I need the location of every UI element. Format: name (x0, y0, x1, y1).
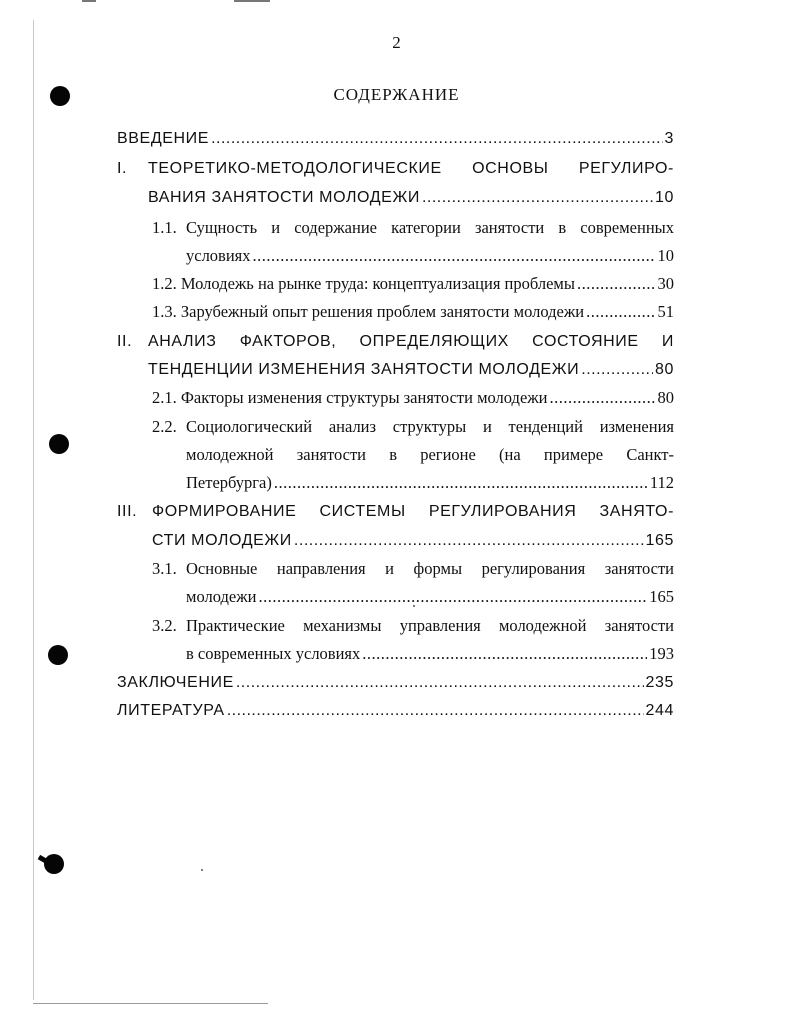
toc-entry-label: ЛИТЕРАТУРА (117, 702, 225, 719)
scan-top-mark (82, 0, 96, 2)
toc-page-number: 10 (655, 189, 674, 206)
scan-top-mark (234, 0, 270, 2)
scan-speck (201, 869, 203, 871)
dot-leader (227, 700, 644, 722)
page-number: 2 (392, 33, 401, 52)
toc-section-2-1[interactable] (152, 387, 674, 409)
toc-entry-label: молодежи (186, 587, 257, 606)
toc-page-number: 165 (645, 532, 674, 549)
toc-entry-label: СТИ МОЛОДЕЖИ (152, 532, 292, 549)
toc-chapter-2-line-2[interactable] (148, 359, 674, 381)
toc-section-3-1-line-2[interactable] (186, 586, 674, 608)
toc-section-1-2[interactable] (152, 273, 674, 295)
toc-chapter-3-line-2[interactable] (152, 530, 674, 552)
toc-section-3-2-line-1[interactable]: Практические механизмы управления молодежной занятости (186, 616, 674, 635)
toc-entry-label: в современных условиях (186, 644, 361, 663)
dot-leader (294, 530, 644, 552)
toc-chapter-2-line-1[interactable]: АНАЛИЗ ФАКТОРОВ, ОПРЕДЕЛЯЮЩИХ СОСТОЯНИЕ И (148, 333, 674, 350)
toc-section-2-2-line-3[interactable] (186, 472, 674, 494)
toc-entry-label: условиях (186, 246, 251, 265)
toc-chapter-3-line-1[interactable]: ФОРМИРОВАНИЕ СИСТЕМЫ РЕГУЛИРОВАНИЯ ЗАНЯТО- (152, 503, 674, 520)
toc-chapter-1-line-1[interactable]: ТЕОРЕТИКО-МЕТОДОЛОГИЧЕСКИЕ ОСНОВЫ РЕГУЛИРО- (148, 160, 674, 177)
dot-leader (550, 387, 656, 409)
toc-section-number: 3.2. (152, 616, 177, 635)
toc-section-3-2-line-2[interactable] (186, 643, 674, 665)
dot-leader (236, 672, 644, 694)
toc-page-number: 235 (645, 674, 674, 691)
toc-page-number: 165 (649, 587, 674, 606)
page-title: СОДЕРЖАНИЕ (333, 85, 460, 104)
toc-entry-conclusion[interactable] (117, 672, 674, 694)
toc-section-number: 2.2. (152, 417, 177, 436)
dot-leader (274, 472, 648, 494)
punch-hole (49, 434, 69, 454)
toc-entry-label: ЗАКЛЮЧЕНИЕ (117, 674, 234, 691)
toc-section-1-1-line-2[interactable] (186, 245, 674, 267)
toc-page-number: 112 (649, 473, 674, 492)
dot-leader (258, 586, 647, 608)
toc-section-1-1-line-1[interactable]: Сущность и содержание категории занятости в современных (186, 218, 674, 237)
toc-entry-label: 1.2. Молодежь на рынке труда: концептуализация проблемы (152, 274, 575, 293)
scan-edge-bottom (33, 1003, 268, 1004)
dot-leader (586, 301, 655, 323)
punch-hole (48, 645, 68, 665)
toc-page-number: 30 (657, 274, 674, 293)
toc-chapter-number: III. (117, 503, 138, 520)
toc-chapter-number: II. (117, 333, 133, 350)
toc-section-1-3[interactable] (152, 301, 674, 323)
toc-entry-label: 1.3. Зарубежный опыт решения проблем занятости молодежи (152, 302, 585, 321)
toc-entry-label: Петербурга) (186, 473, 272, 492)
toc-chapter-number: I. (117, 160, 128, 177)
dot-leader (211, 128, 662, 150)
dot-leader (422, 187, 653, 209)
toc-entry-label: ВАНИЯ ЗАНЯТОСТИ МОЛОДЕЖИ (148, 189, 420, 206)
toc-page-number: 80 (657, 388, 674, 407)
toc-section-number: 1.1. (152, 218, 177, 237)
toc-page-number: 244 (645, 702, 674, 719)
toc-page-number: 10 (657, 246, 674, 265)
toc-entry-literature[interactable] (117, 700, 674, 722)
toc-page-number: 80 (655, 361, 674, 378)
toc-entry-label: ВВЕДЕНИЕ (117, 130, 210, 147)
toc-page-number: 51 (657, 302, 674, 321)
dot-leader (362, 643, 647, 665)
toc-section-number: 3.1. (152, 559, 177, 578)
toc-chapter-1-line-2[interactable] (148, 187, 674, 209)
toc-page-number: 193 (649, 644, 674, 663)
dot-leader (577, 273, 656, 295)
toc-section-2-2-line-2[interactable]: молодежной занятости в регионе (на примере Санкт- (186, 445, 674, 464)
toc-entry-introduction[interactable] (117, 128, 674, 150)
dot-leader (581, 359, 653, 381)
dot-leader (253, 245, 656, 267)
toc-page-number: 3 (664, 130, 674, 147)
toc-section-3-1-line-1[interactable]: Основные направления и формы регулирования занятости (186, 559, 674, 578)
toc-entry-label: ТЕНДЕНЦИИ ИЗМЕНЕНИЯ ЗАНЯТОСТИ МОЛОДЕЖИ (148, 361, 580, 378)
toc-entry-label: 2.1. Факторы изменения структуры занятости молодежи (152, 388, 548, 407)
scan-edge-left (33, 20, 34, 1000)
toc-section-2-2-line-1[interactable]: Социологический анализ структуры и тенденций изменения (186, 417, 674, 436)
